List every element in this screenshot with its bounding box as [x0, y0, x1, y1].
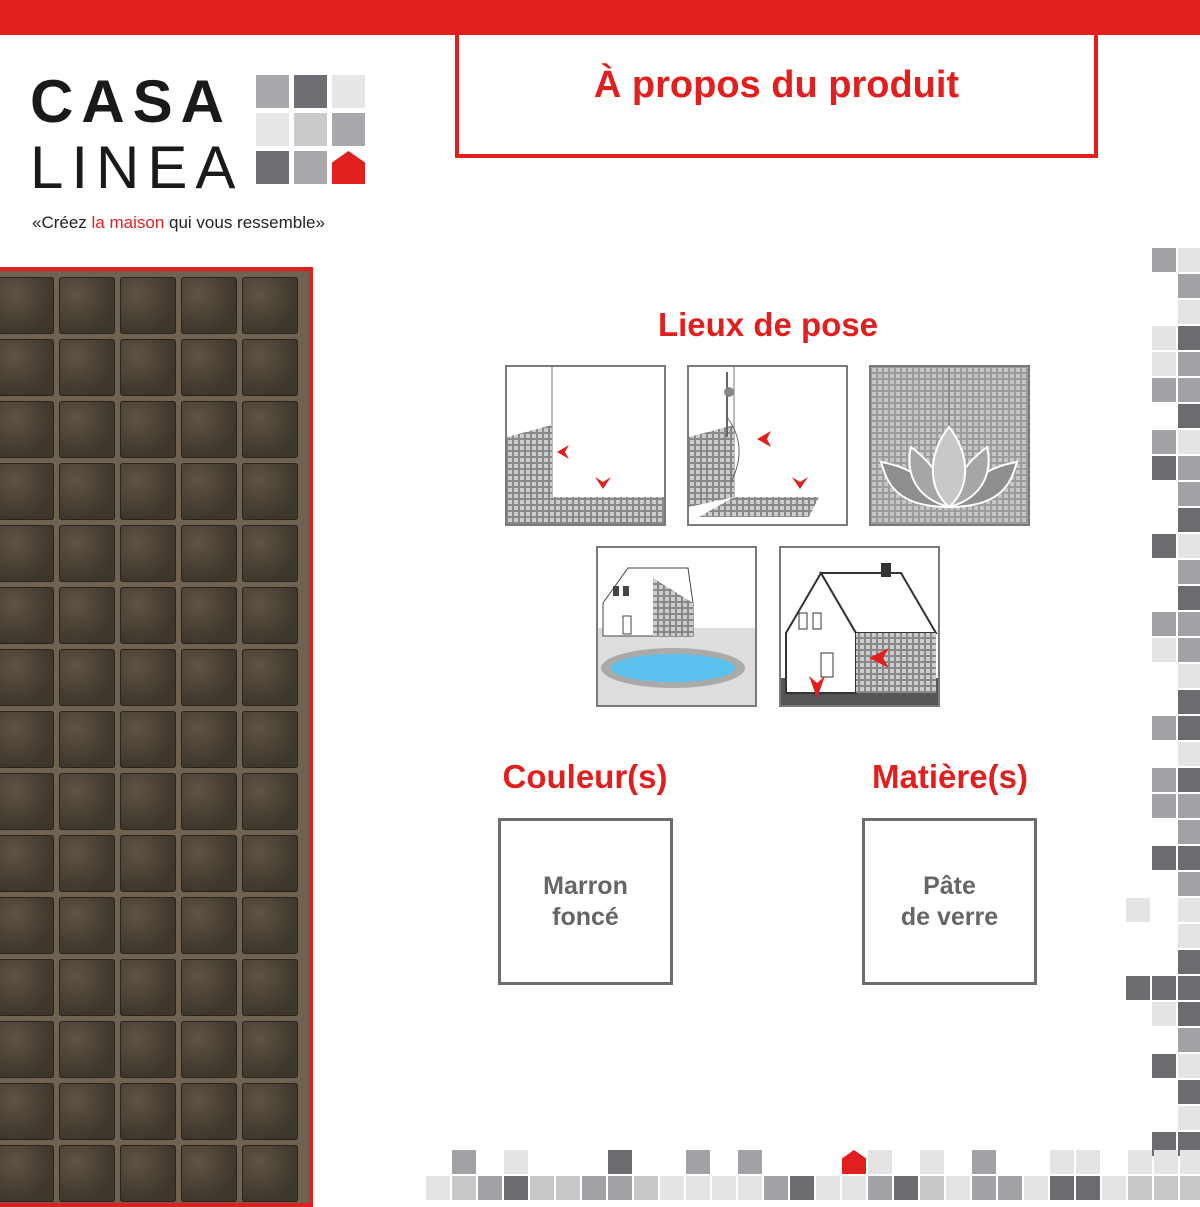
mosaic-tile — [0, 773, 54, 830]
mosaic-tile — [0, 463, 54, 520]
mosaic-square — [842, 1176, 866, 1200]
mosaic-square — [1178, 976, 1200, 1000]
mosaic-tile — [120, 339, 176, 396]
mosaic-tile — [242, 1021, 298, 1078]
mosaic-square — [1152, 976, 1176, 1000]
mosaic-tile — [242, 1145, 298, 1202]
mosaic-square — [1178, 456, 1200, 480]
mosaic-tile — [59, 587, 115, 644]
mosaic-square — [1126, 976, 1150, 1000]
mosaic-square — [1178, 898, 1200, 922]
mosaic-tile — [59, 649, 115, 706]
mosaic-tile — [59, 525, 115, 582]
mosaic-square — [1152, 638, 1176, 662]
mosaic-square — [790, 1176, 814, 1200]
logo-casa: CASA — [30, 68, 233, 135]
mosaic-square — [972, 1150, 996, 1174]
mosaic-square — [1050, 1176, 1074, 1200]
mosaic-tile — [242, 277, 298, 334]
mosaic-square — [1178, 612, 1200, 636]
mosaic-square — [530, 1176, 554, 1200]
mosaic-tile — [181, 1083, 237, 1140]
mosaic-tile — [242, 711, 298, 768]
mosaic-tile — [181, 1021, 237, 1078]
mosaic-square — [1152, 430, 1176, 454]
mosaic-tile — [242, 959, 298, 1016]
page-title: À propos du produit — [593, 63, 960, 106]
mosaic-tile — [242, 897, 298, 954]
mosaic-square — [1178, 560, 1200, 584]
mosaic-square — [946, 1176, 970, 1200]
mosaic-square — [1152, 326, 1176, 350]
mosaic-square — [998, 1176, 1022, 1200]
mosaic-tile — [59, 773, 115, 830]
house-facade-icon — [779, 546, 940, 707]
house-icon — [842, 1150, 866, 1174]
mosaic-tile — [120, 277, 176, 334]
mosaic-square — [1178, 274, 1200, 298]
mosaic-square — [1152, 534, 1176, 558]
color-box: Marron foncé — [498, 818, 673, 985]
mosaic-square — [712, 1176, 736, 1200]
placement-heading: Lieux de pose — [657, 306, 879, 343]
mosaic-square — [1128, 1150, 1152, 1174]
mosaic-square — [1178, 326, 1200, 350]
mosaic-tile — [0, 959, 54, 1016]
mosaic-tile — [120, 1145, 176, 1202]
mosaic-square — [894, 1176, 918, 1200]
mosaic-tile — [59, 401, 115, 458]
mosaic-square — [1178, 794, 1200, 818]
mosaic-tile — [120, 649, 176, 706]
mosaic-square — [1126, 898, 1150, 922]
mosaic-square — [504, 1176, 528, 1200]
mosaic-square — [1178, 1106, 1200, 1130]
mosaic-square — [1178, 482, 1200, 506]
mosaic-square — [1128, 1176, 1152, 1200]
mosaic-tile — [0, 277, 54, 334]
mosaic-square — [1178, 638, 1200, 662]
mosaic-tile — [59, 1145, 115, 1202]
mosaic-square — [1154, 1150, 1178, 1174]
mosaic-tile — [242, 339, 298, 396]
mosaic-square — [1178, 352, 1200, 376]
mosaic-square — [1178, 586, 1200, 610]
mosaic-square — [1178, 1002, 1200, 1026]
mosaic-tile — [242, 649, 298, 706]
mosaic-square — [1178, 1028, 1200, 1052]
mosaic-square — [1152, 456, 1176, 480]
wall-floor-icon — [505, 365, 666, 526]
mosaic-tile — [0, 401, 54, 458]
mosaic-square — [634, 1176, 658, 1200]
logo-linea: LINEA — [30, 134, 244, 201]
mosaic-tile — [59, 339, 115, 396]
mosaic-square — [556, 1176, 580, 1200]
mosaic-square — [608, 1176, 632, 1200]
mosaic-tile — [181, 649, 237, 706]
mosaic-square — [1152, 1054, 1176, 1078]
mosaic-tile — [0, 897, 54, 954]
mosaic-square — [868, 1150, 892, 1174]
material-heading: Matière(s) — [872, 758, 1028, 795]
mosaic-square — [1102, 1176, 1126, 1200]
mosaic-square — [1178, 1054, 1200, 1078]
mosaic-square — [1178, 248, 1200, 272]
mosaic-tile — [0, 835, 54, 892]
house-icon — [332, 151, 365, 184]
mosaic-square — [1152, 768, 1176, 792]
mosaic-tile — [181, 401, 237, 458]
mosaic-tile — [242, 463, 298, 520]
mosaic-tile — [59, 1021, 115, 1078]
mosaic-square — [1178, 716, 1200, 740]
mosaic-tile — [181, 711, 237, 768]
mosaic-square — [1178, 300, 1200, 324]
mosaic-square — [1178, 950, 1200, 974]
mosaic-square — [1178, 1080, 1200, 1104]
mosaic-tile — [59, 959, 115, 1016]
mosaic-tile — [0, 339, 54, 396]
mosaic-tile — [120, 1021, 176, 1078]
mosaic-tile — [181, 339, 237, 396]
mosaic-square — [1050, 1150, 1074, 1174]
mosaic-square — [1178, 690, 1200, 714]
mosaic-square — [1178, 768, 1200, 792]
mosaic-tile — [59, 711, 115, 768]
mosaic-tile — [181, 897, 237, 954]
color-heading: Couleur(s) — [502, 758, 668, 795]
mosaic-square — [1152, 846, 1176, 870]
mosaic-square — [1152, 794, 1176, 818]
mosaic-tile — [181, 835, 237, 892]
mosaic-tile — [59, 835, 115, 892]
mosaic-square — [1178, 404, 1200, 428]
mosaic-tile — [120, 897, 176, 954]
mosaic-tile — [120, 587, 176, 644]
mosaic-tile — [0, 711, 54, 768]
mosaic-square — [452, 1150, 476, 1174]
mosaic-tile — [120, 959, 176, 1016]
mosaic-tile — [181, 959, 237, 1016]
mosaic-square — [972, 1176, 996, 1200]
mosaic-square — [1152, 1002, 1176, 1026]
mosaic-square — [660, 1176, 684, 1200]
tagline: «Créez la maison qui vous ressemble» — [32, 213, 325, 232]
mosaic-square — [1178, 430, 1200, 454]
mosaic-square — [920, 1150, 944, 1174]
mosaic-tile — [0, 1021, 54, 1078]
mosaic-tile — [242, 1083, 298, 1140]
mosaic-tile — [120, 525, 176, 582]
title-box — [455, 30, 1098, 158]
mosaic-square — [686, 1150, 710, 1174]
mosaic-tile — [181, 773, 237, 830]
material-box: Pâte de verre — [862, 818, 1037, 985]
mosaic-square — [1178, 378, 1200, 402]
mosaic-square — [1178, 820, 1200, 844]
mosaic-square — [1152, 378, 1176, 402]
mosaic-square — [738, 1176, 762, 1200]
mosaic-square — [1178, 742, 1200, 766]
mosaic-tile — [0, 1083, 54, 1140]
mosaic-tile — [59, 463, 115, 520]
mosaic-tile — [120, 463, 176, 520]
mosaic-square — [452, 1176, 476, 1200]
mosaic-tile — [59, 1083, 115, 1140]
spa-lotus-icon — [869, 365, 1030, 526]
mosaic-square — [1180, 1176, 1200, 1200]
mosaic-square — [478, 1176, 502, 1200]
mosaic-tile — [0, 587, 54, 644]
mosaic-square — [608, 1150, 632, 1174]
mosaic-square — [426, 1176, 450, 1200]
mosaic-tile — [242, 401, 298, 458]
mosaic-tile — [242, 773, 298, 830]
pool-house-icon — [596, 546, 757, 707]
mosaic-square — [1180, 1150, 1200, 1174]
mosaic-tile — [181, 277, 237, 334]
mosaic-square — [1178, 846, 1200, 870]
mosaic-square — [1152, 248, 1176, 272]
mosaic-square — [1154, 1176, 1178, 1200]
mosaic-square — [582, 1176, 606, 1200]
mosaic-square — [1178, 924, 1200, 948]
mosaic-square — [1152, 352, 1176, 376]
mosaic-square — [504, 1150, 528, 1174]
mosaic-square — [816, 1176, 840, 1200]
mosaic-square — [868, 1176, 892, 1200]
mosaic-square — [1178, 872, 1200, 896]
mosaic-square — [764, 1176, 788, 1200]
mosaic-square — [1178, 664, 1200, 688]
mosaic-tile — [0, 1145, 54, 1202]
mosaic-tile — [120, 1083, 176, 1140]
mosaic-square — [1024, 1176, 1048, 1200]
mosaic-square — [1152, 612, 1176, 636]
mosaic-tile — [242, 525, 298, 582]
mosaic-tile — [59, 897, 115, 954]
mosaic-square — [1076, 1150, 1100, 1174]
mosaic-square — [1076, 1176, 1100, 1200]
mosaic-square — [738, 1150, 762, 1174]
mosaic-tile — [242, 835, 298, 892]
mosaic-tile — [181, 463, 237, 520]
logo-grid-icon — [256, 75, 365, 184]
mosaic-tile — [120, 711, 176, 768]
mosaic-tile — [242, 587, 298, 644]
mosaic-square — [686, 1176, 710, 1200]
shower-icon — [687, 365, 848, 526]
mosaic-tile — [181, 587, 237, 644]
mosaic-square — [1178, 534, 1200, 558]
product-photo — [0, 267, 313, 1207]
mosaic-square — [1178, 508, 1200, 532]
mosaic-tile — [120, 401, 176, 458]
mosaic-tile — [59, 277, 115, 334]
mosaic-tile — [120, 835, 176, 892]
mosaic-tile — [0, 525, 54, 582]
mosaic-tile — [181, 1145, 237, 1202]
mosaic-tile — [120, 773, 176, 830]
mosaic-square — [1152, 716, 1176, 740]
mosaic-tile — [0, 649, 54, 706]
mosaic-tile — [181, 525, 237, 582]
mosaic-square — [920, 1176, 944, 1200]
